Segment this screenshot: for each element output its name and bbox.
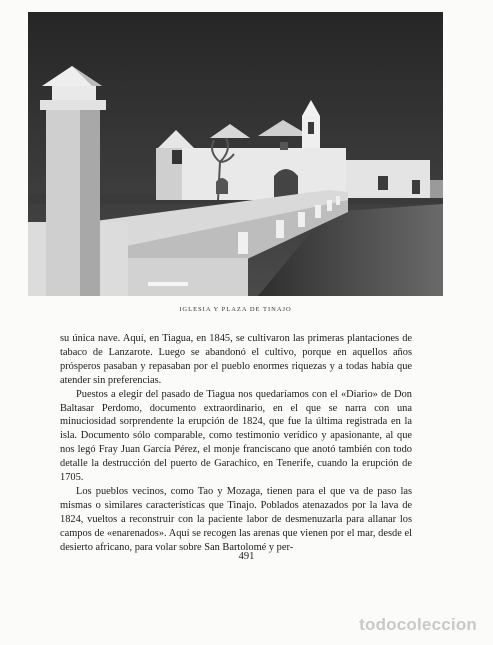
body-text (60, 332, 412, 555)
watermark-logo: todocoleccion (359, 615, 477, 634)
paragraph: Los pueblos vecinos, como Tao y Mozaga, tienen para el que va de paso las mismas o similares características que Tinajo. Poblados atenazados por la lava de 1824, vueltos a reconstruir con la paciente labor de desmenuzarla para allanar los campos de «enarenados». Aquí se recogen las arenas que vienen por el mar, desde el desierto africano, para volar sobre San Bartolomé y per- (60, 485, 412, 553)
photo-caption: IGLESIA Y PLAZA DE TINAJO (179, 306, 292, 313)
church-plaza-illustration (28, 12, 443, 296)
church-photograph (28, 12, 443, 296)
page-number: 491 (238, 551, 255, 562)
paragraph: Puestos a elegir del pasado de Tiagua nos quedaríamos con el «Diario» de Don Baltasar Perdomo, documento extraordinario, en el que se narra con una minuciosidad sorprendente la erupción de 1824, que fue la última registrada en la isla. Documento sólo comparable, como testimonio verídico y apasionante, al que nos legó Fray Juan García Pérez, el monje franciscano que anotó también con todo detalle la destrucción del puerto de Garachico, en Tenerife, cuando la erupción de 1705. (60, 388, 412, 484)
paragraph: su única nave. Aquí, en Tiagua, en 1845, se cultivaron las primeras plantaciones de tabaco de Lanzarote. Luego se abandonó el cultivo, porque en aquellos años prósperos pasaban y repasaban por el pueblo enormes riquezas y a todas había que atender sin preferencias. (60, 333, 412, 386)
